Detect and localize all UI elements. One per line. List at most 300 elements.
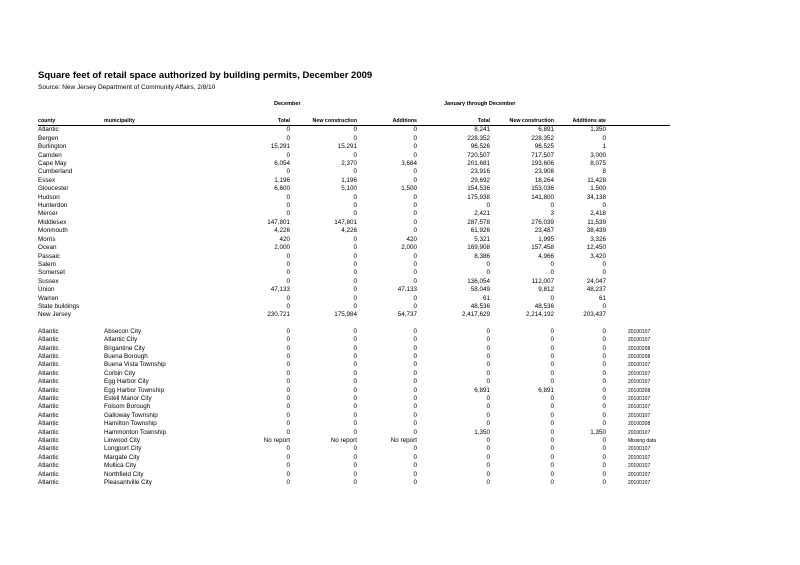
cell-county: Atlantic	[38, 378, 59, 386]
cell-dec-new-construction: 0	[353, 445, 357, 453]
cell-county: Bergen	[38, 134, 59, 142]
county-row	[38, 261, 670, 269]
cell-county: Atlantic	[38, 361, 59, 369]
cell-dec-new-construction: 0	[353, 378, 357, 386]
cell-dec-additions: 0	[413, 453, 417, 461]
cell-ytd-additions: 3,000	[590, 151, 606, 159]
cell-date-stamp: 20100107	[628, 480, 651, 487]
cell-ytd-additions: 34,138	[586, 193, 606, 201]
cell-date-stamp	[606, 185, 670, 193]
cell-dec-additions: 0	[413, 378, 417, 386]
cell-date-stamp	[606, 236, 670, 244]
cell-dec-total: 0	[286, 151, 290, 159]
cell-ytd-total: 6,891	[474, 386, 490, 394]
cell-ytd-new-construction: 6,891	[538, 386, 554, 394]
cell-dec-additions: 3,684	[401, 160, 417, 168]
cell-municipality	[104, 177, 220, 185]
county-row	[38, 286, 670, 294]
municipality-row	[38, 437, 670, 445]
cell-ytd-total: 201,681	[467, 160, 490, 168]
cell-date-stamp: 20100107	[628, 446, 651, 453]
cell-ytd-new-construction: 0	[550, 369, 554, 377]
cell-ytd-additions: 0	[602, 395, 606, 402]
cell-ytd-additions: 38,439	[586, 227, 606, 235]
cell-ytd-new-construction: 0	[550, 336, 554, 344]
cell-county: Atlantic	[38, 369, 59, 377]
municipality-row	[38, 403, 670, 411]
cell-county: Passaic	[38, 252, 61, 260]
cell-date-stamp	[606, 253, 670, 261]
cell-dec-total: 0	[286, 252, 290, 260]
cell-ytd-additions: 11,428	[587, 176, 606, 184]
cell-dec-total: 0	[286, 361, 290, 369]
group-header-december: December	[274, 101, 301, 107]
section-spacer	[38, 320, 670, 328]
cell-dec-total: 420	[279, 235, 290, 243]
cell-ytd-total: 48,536	[470, 302, 490, 310]
county-row	[38, 177, 670, 185]
cell-dec-additions: 0	[413, 420, 417, 428]
cell-dec-additions: 0	[413, 134, 417, 142]
cell-dec-new-construction: 0	[353, 294, 357, 302]
county-row	[38, 202, 670, 210]
cell-date-stamp	[606, 295, 670, 303]
cell-dec-new-construction: 0	[353, 453, 357, 461]
cell-dec-total: 0	[286, 134, 290, 142]
cell-ytd-additions: 0	[602, 453, 606, 461]
cell-ytd-total: 154,536	[467, 185, 490, 193]
cell-dec-new-construction: 0	[353, 168, 357, 176]
cell-dec-new-construction: 0	[353, 352, 357, 360]
cell-date-stamp: 20100208	[628, 387, 651, 394]
cell-dec-additions: 0	[413, 176, 417, 184]
county-row	[38, 295, 670, 303]
cell-municipality: Corbin City	[104, 369, 136, 377]
cell-date-stamp: 20100208	[628, 345, 651, 352]
cell-dec-total: 0	[286, 411, 290, 419]
cell-dec-total: 0	[286, 344, 290, 352]
cell-county: Salem	[38, 260, 56, 268]
cell-date-stamp	[606, 168, 670, 176]
cell-ytd-additions: 8,075	[590, 160, 606, 168]
cell-ytd-total: 0	[486, 462, 490, 470]
cell-dec-total: 0	[286, 403, 290, 411]
cell-ytd-total: 228,352	[467, 134, 490, 142]
cell-ytd-total: 0	[486, 411, 490, 419]
county-row	[38, 269, 670, 277]
cell-county: Atlantic	[38, 453, 59, 461]
cell-ytd-additions: 0	[602, 437, 606, 445]
cell-ytd-new-construction: 0	[550, 202, 554, 210]
cell-ytd-total: 61	[482, 294, 490, 302]
county-row	[38, 311, 670, 319]
cell-dec-total: 0	[286, 277, 290, 285]
cell-ytd-new-construction: 0	[550, 327, 554, 335]
cell-date-stamp: 20100107	[628, 362, 651, 369]
document-title: Square feet of retail space authorized by building permits, December 2009	[38, 70, 373, 81]
cell-municipality	[104, 303, 220, 311]
cell-ytd-additions: 11,539	[587, 218, 606, 226]
cell-dec-new-construction: 0	[353, 327, 357, 335]
cell-municipality	[104, 269, 220, 277]
cell-dec-new-construction: 0	[353, 269, 357, 277]
cell-county: Sussex	[38, 277, 59, 285]
cell-ytd-total: 175,938	[467, 193, 490, 201]
cell-ytd-total: 2,417,629	[461, 311, 490, 319]
cell-municipality: Longport City	[104, 445, 142, 453]
cell-dec-new-construction: 0	[353, 479, 357, 487]
cell-ytd-total: 8,386	[474, 252, 490, 260]
cell-ytd-total: 2,421	[474, 210, 490, 218]
county-row	[38, 160, 670, 168]
cell-dec-total: 0	[286, 352, 290, 360]
cell-ytd-total: 96,526	[470, 143, 490, 151]
cell-dec-total: 0	[286, 369, 290, 377]
cell-ytd-new-construction: 4,966	[538, 252, 554, 260]
cell-dec-new-construction: 0	[353, 302, 357, 310]
cell-ytd-additions: 0	[602, 462, 606, 470]
municipality-row	[38, 462, 670, 470]
municipality-row	[38, 420, 670, 428]
county-rows	[38, 126, 670, 320]
cell-county: Atlantic	[38, 420, 59, 428]
cell-ytd-new-construction: 9,812	[538, 286, 554, 294]
county-row	[38, 168, 670, 176]
cell-ytd-additions: 0	[602, 403, 606, 411]
county-row	[38, 152, 670, 160]
cell-date-stamp	[606, 219, 670, 227]
cell-date-stamp	[606, 177, 670, 185]
cell-dec-additions: 0	[413, 227, 417, 235]
cell-ytd-new-construction: 0	[550, 344, 554, 352]
cell-county: Atlantic	[38, 327, 59, 335]
cell-dec-new-construction: 0	[353, 344, 357, 352]
cell-dec-total: 6,054	[274, 160, 290, 168]
cell-dec-total: 0	[286, 126, 290, 134]
cell-ytd-total: 0	[486, 361, 490, 369]
cell-ytd-additions: 1	[602, 143, 606, 151]
cell-dec-additions: 0	[413, 218, 417, 226]
cell-dec-total: 0	[286, 302, 290, 310]
cell-ytd-additions: 24,047	[586, 277, 606, 285]
cell-dec-total: 15,291	[270, 143, 290, 151]
cell-ytd-additions: 0	[602, 302, 606, 310]
col-header-blank	[606, 117, 670, 126]
county-row	[38, 219, 670, 227]
cell-dec-total: 0	[286, 269, 290, 277]
cell-date-stamp	[606, 126, 670, 135]
cell-municipality	[104, 261, 220, 269]
cell-municipality: Egg Harbor Township	[104, 386, 165, 394]
cell-ytd-additions: 12,450	[586, 244, 606, 252]
col-header-ytd-additions: Additions ate	[554, 117, 606, 126]
cell-county: Atlantic	[38, 336, 59, 344]
municipality-row	[38, 395, 670, 403]
cell-date-stamp: 20100107	[628, 404, 651, 411]
county-row	[38, 278, 670, 286]
cell-dec-total: 0	[286, 479, 290, 487]
county-row	[38, 210, 670, 218]
cell-county: Cape May	[38, 160, 67, 168]
cell-municipality: Folsom Borough	[104, 403, 151, 411]
cell-date-stamp	[606, 152, 670, 160]
cell-date-stamp	[606, 202, 670, 210]
cell-dec-new-construction: 0	[353, 428, 357, 436]
cell-municipality: Pleasantville City	[104, 479, 152, 487]
cell-dec-new-construction: 0	[353, 151, 357, 159]
cell-municipality: Linwood City	[104, 437, 141, 445]
cell-county: Middlesex	[38, 218, 67, 226]
cell-dec-new-construction: 2,370	[341, 160, 357, 168]
cell-ytd-new-construction: 0	[550, 420, 554, 428]
col-header-county: county	[38, 117, 104, 126]
cell-municipality	[104, 236, 220, 244]
col-header-ytd-new-construction: New construction	[490, 117, 554, 126]
cell-municipality	[104, 152, 220, 160]
cell-municipality: Absecon City	[104, 327, 142, 335]
cell-county: Atlantic	[38, 437, 59, 445]
municipality-row	[38, 378, 670, 386]
cell-ytd-new-construction: 141,800	[531, 193, 554, 201]
cell-ytd-new-construction: 717,507	[531, 151, 554, 159]
county-row	[38, 143, 670, 151]
cell-dec-new-construction: No report	[330, 437, 357, 445]
cell-date-stamp	[606, 269, 670, 277]
cell-date-stamp: 20100208	[628, 353, 651, 360]
cell-dec-additions: 0	[413, 302, 417, 310]
county-row	[38, 227, 670, 235]
cell-municipality	[104, 143, 220, 151]
cell-dec-additions: 0	[413, 445, 417, 453]
cell-municipality	[104, 185, 220, 193]
municipality-row	[38, 471, 670, 479]
cell-ytd-total: 0	[486, 445, 490, 453]
cell-ytd-additions: 3,326	[590, 235, 606, 243]
cell-dec-new-construction: 0	[353, 126, 357, 134]
cell-municipality: Estell Manor City	[104, 395, 152, 402]
cell-dec-total: 0	[286, 168, 290, 176]
cell-dec-new-construction: 0	[353, 395, 357, 402]
cell-county: Atlantic	[38, 428, 59, 436]
cell-ytd-additions: 1,350	[590, 428, 606, 436]
cell-municipality: Brigantine City	[104, 344, 145, 352]
cell-dec-total: 0	[286, 260, 290, 268]
cell-municipality	[104, 311, 220, 319]
cell-ytd-new-construction: 0	[550, 437, 554, 445]
column-header-row	[38, 117, 670, 126]
cell-county: Warren	[38, 294, 59, 302]
cell-ytd-total: 58,049	[470, 286, 490, 294]
cell-county: Atlantic	[38, 386, 59, 394]
cell-ytd-total: 61,926	[470, 227, 490, 235]
cell-ytd-additions: 0	[602, 386, 606, 394]
cell-ytd-additions: 8	[602, 168, 606, 176]
cell-municipality	[104, 278, 220, 286]
cell-ytd-total: 0	[486, 202, 490, 210]
cell-dec-additions: 0	[413, 403, 417, 411]
cell-municipality	[104, 253, 220, 261]
cell-municipality	[104, 126, 220, 135]
cell-ytd-additions: 0	[602, 378, 606, 386]
cell-date-stamp: 20100107	[628, 463, 651, 470]
cell-date-stamp	[606, 278, 670, 286]
cell-dec-total: 230,721	[267, 311, 290, 319]
cell-dec-new-construction: 1,196	[341, 176, 357, 184]
cell-county: Atlantic	[38, 344, 59, 352]
cell-county: Burlington	[38, 143, 67, 151]
cell-dec-additions: 0	[413, 411, 417, 419]
municipality-row	[38, 445, 670, 453]
cell-date-stamp: 20100107	[628, 471, 651, 478]
cell-ytd-total: 1,350	[474, 428, 490, 436]
cell-dec-total: 0	[286, 445, 290, 453]
cell-dec-additions: 0	[413, 344, 417, 352]
cell-municipality	[104, 227, 220, 235]
cell-dec-total: 0	[286, 378, 290, 386]
cell-ytd-new-construction: 193,606	[531, 160, 554, 168]
cell-county: Cumberland	[38, 168, 73, 176]
cell-date-stamp	[606, 303, 670, 311]
municipality-row	[38, 336, 670, 344]
cell-date-stamp	[606, 311, 670, 319]
cell-ytd-new-construction: 23,908	[534, 168, 554, 176]
cell-ytd-additions: 1,500	[590, 185, 606, 193]
municipality-row	[38, 328, 670, 336]
cell-date-stamp	[606, 210, 670, 218]
municipality-row	[38, 429, 670, 437]
cell-ytd-total: 0	[486, 344, 490, 352]
col-header-dec-total: Total	[220, 117, 290, 126]
cell-dec-new-construction: 0	[353, 202, 357, 210]
cell-ytd-new-construction: 0	[550, 453, 554, 461]
cell-county: Hunterdon	[38, 202, 68, 210]
cell-ytd-total: 0	[486, 378, 490, 386]
cell-municipality	[104, 135, 220, 143]
cell-county: Atlantic	[38, 395, 59, 402]
cell-date-stamp	[606, 261, 670, 269]
col-header-dec-additions: Additions	[357, 117, 417, 126]
cell-ytd-additions: 0	[602, 327, 606, 335]
cell-county: Atlantic	[38, 479, 59, 487]
cell-ytd-total: 169,908	[467, 244, 490, 252]
cell-ytd-new-construction: 0	[550, 403, 554, 411]
cell-ytd-total: 29,692	[470, 176, 490, 184]
cell-dec-total: 0	[286, 202, 290, 210]
cell-county: Morris	[38, 235, 56, 243]
cell-ytd-new-construction: 0	[550, 445, 554, 453]
cell-dec-total: 0	[286, 386, 290, 394]
cell-ytd-new-construction: 153,036	[531, 185, 554, 193]
cell-county: Camden	[38, 151, 62, 159]
cell-ytd-additions: 0	[602, 470, 606, 478]
cell-ytd-new-construction: 1,995	[538, 235, 554, 243]
cell-date-stamp: 20100107	[628, 429, 651, 436]
cell-dec-additions: 0	[413, 428, 417, 436]
cell-county: Mercer	[38, 210, 58, 218]
cell-ytd-additions: 0	[602, 344, 606, 352]
cell-county: Gloucester	[38, 185, 69, 193]
cell-ytd-additions: 0	[602, 411, 606, 419]
cell-dec-total: 0	[286, 395, 290, 402]
cell-ytd-additions: 0	[602, 369, 606, 377]
cell-ytd-additions: 48,237	[586, 286, 606, 294]
cell-dec-total: 0	[286, 428, 290, 436]
county-row	[38, 135, 670, 143]
cell-ytd-new-construction: 228,352	[531, 134, 554, 142]
cell-municipality	[104, 202, 220, 210]
cell-ytd-new-construction: 0	[550, 378, 554, 386]
cell-date-stamp: 20100107	[628, 454, 651, 461]
cell-dec-additions: 420	[406, 235, 417, 243]
cell-county: Atlantic	[38, 403, 59, 411]
municipality-row	[38, 345, 670, 353]
cell-date-stamp: 20100107	[628, 379, 651, 386]
cell-dec-new-construction: 0	[353, 470, 357, 478]
cell-dec-new-construction: 0	[353, 411, 357, 419]
cell-ytd-total: 0	[486, 420, 490, 428]
cell-ytd-additions: 0	[602, 202, 606, 210]
cell-dec-additions: 47,133	[397, 286, 417, 294]
cell-ytd-new-construction: 0	[550, 361, 554, 369]
cell-county: State buildings	[38, 302, 80, 310]
cell-municipality	[104, 244, 220, 252]
cell-ytd-new-construction: 0	[550, 352, 554, 360]
cell-ytd-new-construction: 0	[550, 411, 554, 419]
cell-dec-additions: 0	[413, 202, 417, 210]
cell-dec-total: 0	[286, 420, 290, 428]
cell-ytd-total: 287,578	[467, 218, 490, 226]
cell-ytd-additions: 0	[602, 361, 606, 369]
cell-ytd-total: 8,241	[474, 126, 490, 134]
cell-ytd-new-construction: 0	[550, 395, 554, 402]
cell-municipality: Hamilton Township	[104, 420, 157, 428]
cell-dec-new-construction: 147,801	[334, 218, 357, 226]
cell-ytd-additions: 0	[602, 260, 606, 268]
cell-ytd-new-construction: 0	[550, 428, 554, 436]
cell-ytd-additions: 0	[602, 420, 606, 428]
cell-county: Hudson	[38, 193, 60, 201]
cell-dec-new-construction: 4,226	[341, 227, 357, 235]
cell-ytd-total: 0	[486, 269, 490, 277]
cell-ytd-total: 0	[486, 470, 490, 478]
cell-ytd-new-construction: 96,525	[534, 143, 554, 151]
cell-dec-additions: 0	[413, 479, 417, 487]
cell-ytd-new-construction: 48,536	[534, 302, 554, 310]
cell-dec-new-construction: 0	[353, 235, 357, 243]
cell-ytd-new-construction: 157,458	[531, 244, 554, 252]
cell-dec-additions: 0	[413, 252, 417, 260]
cell-dec-total: 0	[286, 336, 290, 344]
cell-dec-total: 0	[286, 462, 290, 470]
cell-municipality	[104, 194, 220, 202]
cell-ytd-additions: 0	[602, 336, 606, 344]
col-header-ytd-total: Total	[417, 117, 490, 126]
cell-municipality	[104, 286, 220, 294]
cell-dec-additions: 0	[413, 260, 417, 268]
cell-dec-new-construction: 15,291	[337, 143, 357, 151]
cell-ytd-total: 0	[486, 369, 490, 377]
cell-dec-additions: 0	[413, 193, 417, 201]
county-row	[38, 236, 670, 244]
municipality-row	[38, 412, 670, 420]
cell-dec-additions: 0	[413, 352, 417, 360]
cell-dec-total: 0	[286, 294, 290, 302]
cell-county: Atlantic	[38, 462, 59, 470]
cell-ytd-new-construction: 23,487	[534, 227, 554, 235]
cell-dec-total: 0	[286, 327, 290, 335]
retail-space-table	[38, 117, 670, 487]
cell-ytd-total: 0	[486, 336, 490, 344]
